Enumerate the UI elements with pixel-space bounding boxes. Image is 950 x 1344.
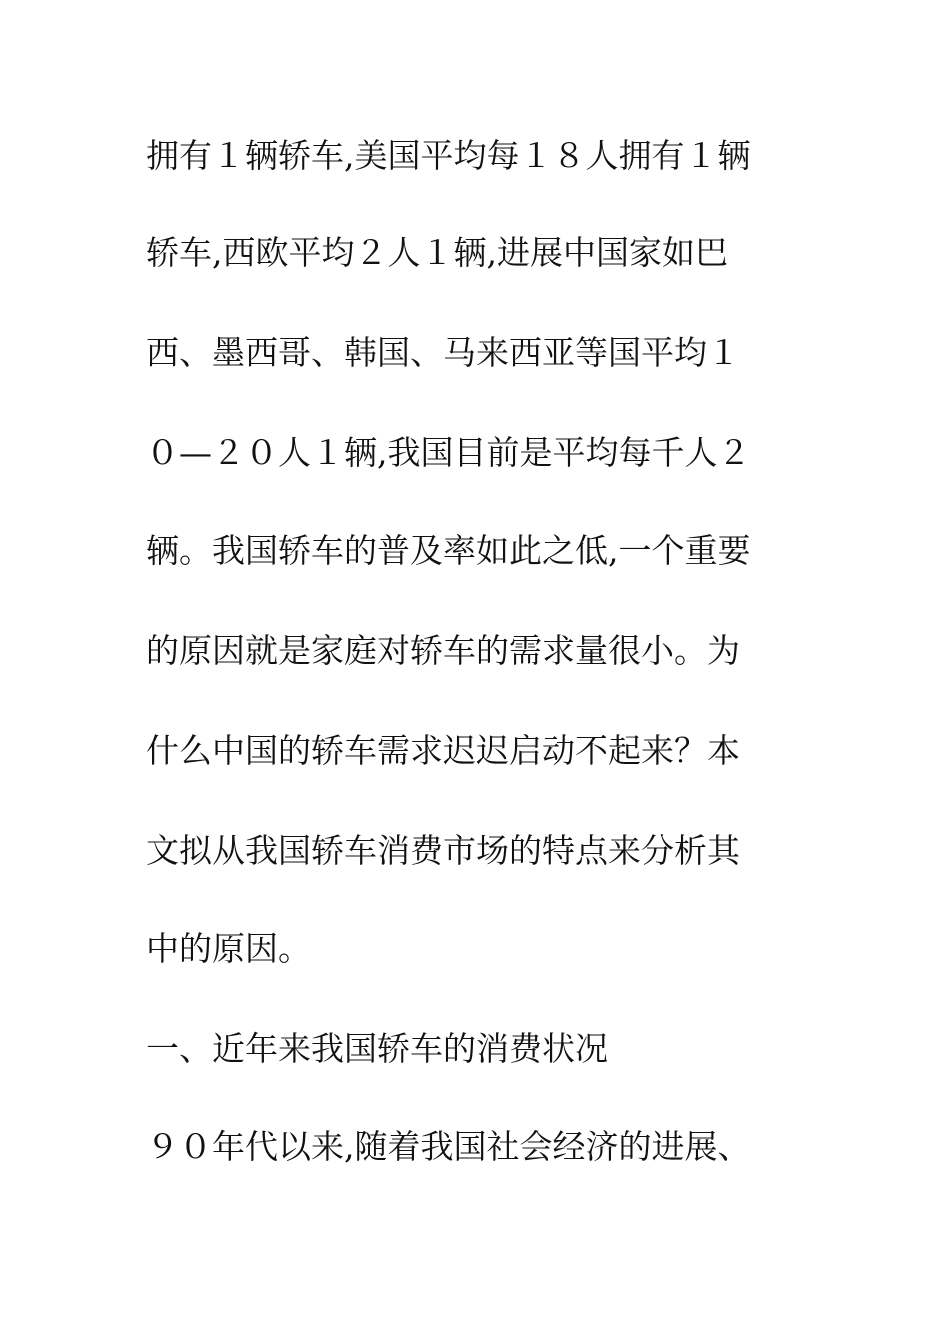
paragraph-line: 拥有１辆轿车,美国平均每１８人拥有１辆	[146, 136, 751, 175]
paragraph-line: 中的原因。	[146, 929, 311, 968]
paragraph-line: 轿车,西欧平均２人１辆,进展中国家如巴	[146, 233, 728, 272]
section-heading: 一、近年来我国轿车的消费状况	[146, 1029, 608, 1068]
paragraph-line: ０—２０人１辆,我国目前是平均每千人２	[146, 433, 751, 472]
paragraph-line: 西、墨西哥、韩国、马来西亚等国平均１	[146, 333, 740, 372]
paragraph-line: 文拟从我国轿车消费市场的特点来分析其	[146, 831, 740, 870]
paragraph-line: 辆。我国轿车的普及率如此之低,一个重要	[146, 531, 751, 570]
paragraph-line: 的原因就是家庭对轿车的需求量很小。为	[146, 631, 740, 670]
paragraph-line: 什么中国的轿车需求迟迟启动不起来？本	[146, 731, 740, 770]
paragraph-line: ９０年代以来,随着我国社会经济的进展、	[146, 1127, 751, 1166]
